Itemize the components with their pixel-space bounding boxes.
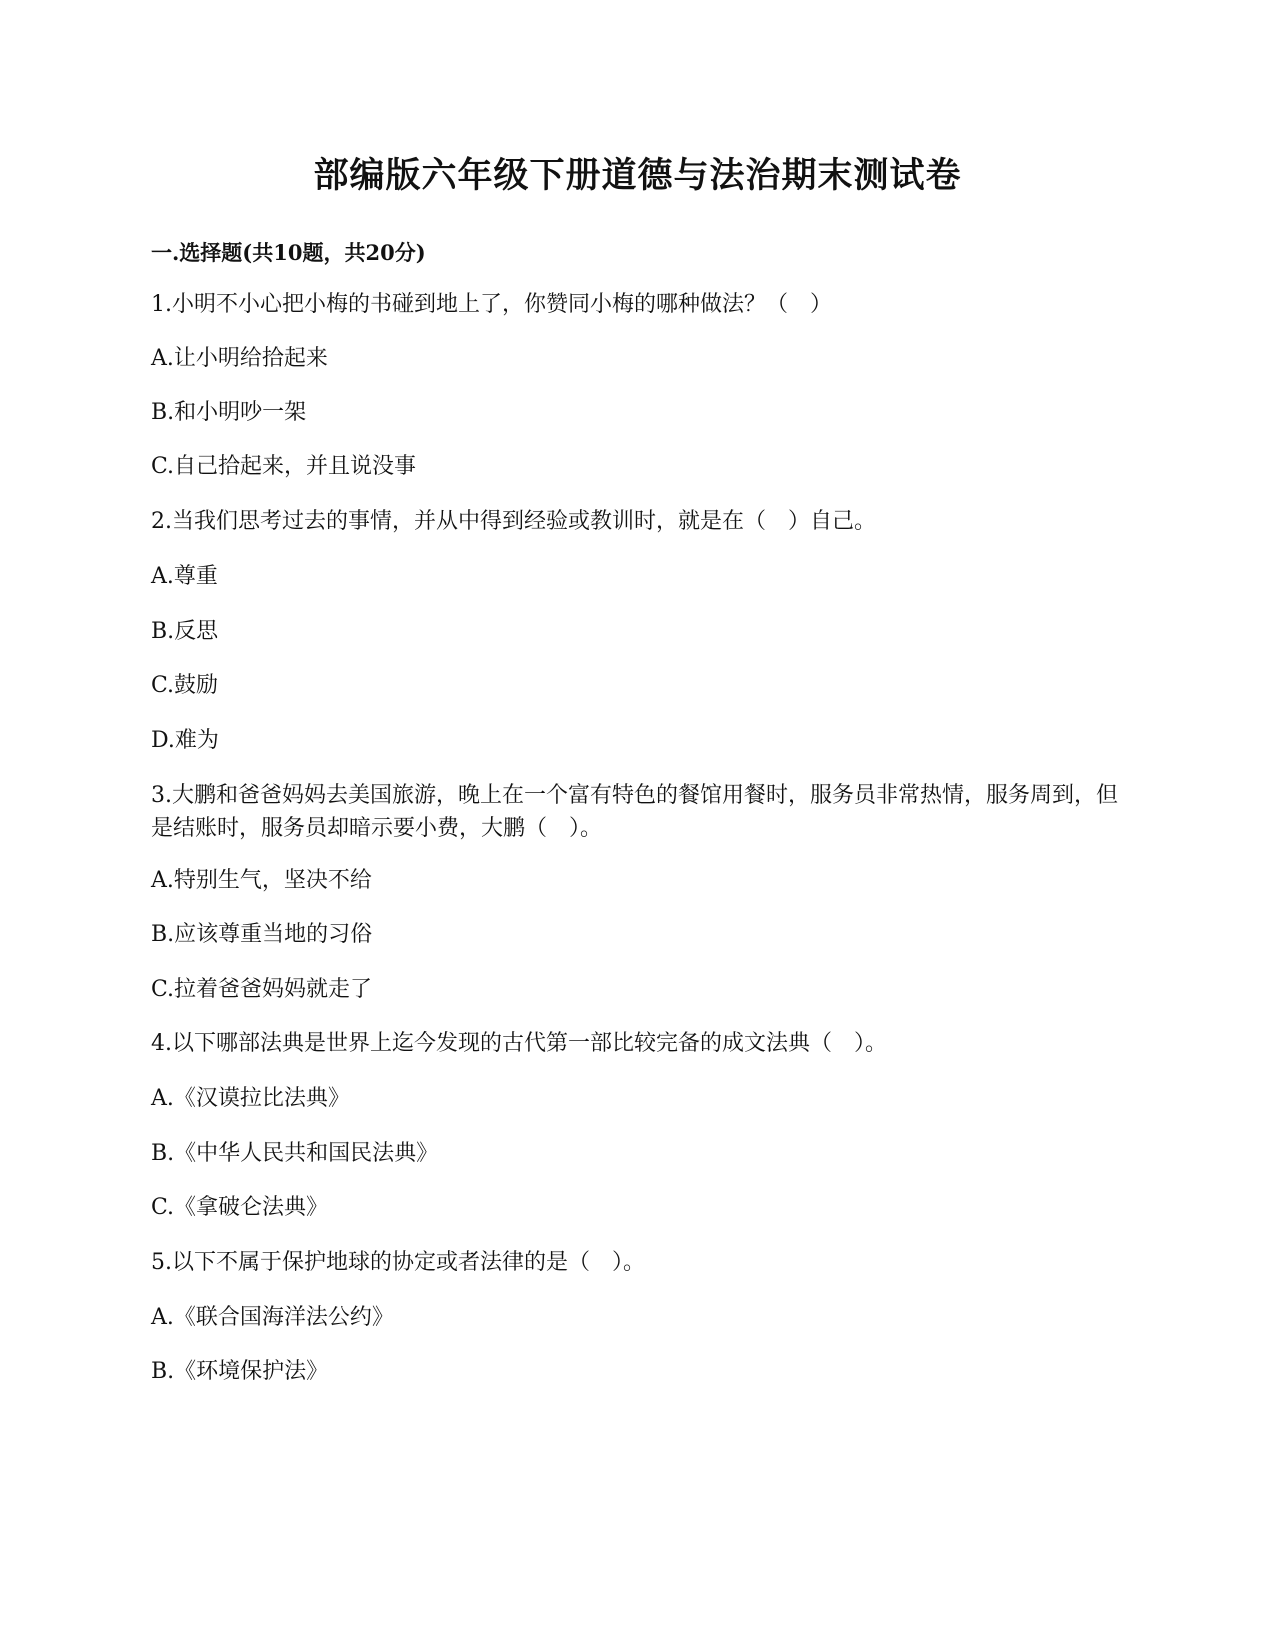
question-4-option-c: C.《拿破仑法典》 bbox=[151, 1195, 329, 1220]
question-2-option-c: C.鼓励 bbox=[151, 673, 219, 698]
question-1-option-c: C.自己拾起来，并且说没事 bbox=[151, 454, 417, 479]
question-1-option-b: B.和小明吵一架 bbox=[151, 400, 307, 425]
question-2-option-d: D.难为 bbox=[151, 728, 219, 753]
question-2-option-a: A.尊重 bbox=[151, 564, 218, 589]
section-heading: 一.选择题(共10题，共20分) bbox=[151, 240, 426, 265]
question-4-stem: 4.以下哪部法典是世界上迄今发现的古代第一部比较完备的成文法典（ ）。 bbox=[151, 1031, 887, 1056]
question-5-stem: 5.以下不属于保护地球的协定或者法律的是（ ）。 bbox=[151, 1250, 645, 1275]
document-title: 部编版六年级下册道德与法治期末测试卷 bbox=[313, 155, 962, 196]
question-1-option-a: A.让小明给拾起来 bbox=[151, 346, 328, 371]
question-3-option-c: C.拉着爸爸妈妈就走了 bbox=[151, 977, 373, 1002]
question-2-stem: 2.当我们思考过去的事情，并从中得到经验或教训时，就是在（ ）自己。 bbox=[151, 509, 876, 534]
question-1-stem: 1.小明不小心把小梅的书碰到地上了，你赞同小梅的哪种做法？（ ） bbox=[151, 292, 832, 317]
question-3-stem: 3.大鹏和爸爸妈妈去美国旅游，晚上在一个富有特色的餐馆用餐时，服务员非常热情，服务周到，但是结账时，服务员却暗示要小费，大鹏（ ）。 bbox=[151, 783, 1118, 841]
question-3-option-b: B.应该尊重当地的习俗 bbox=[151, 922, 373, 947]
question-4-option-a: A.《汉谟拉比法典》 bbox=[151, 1086, 350, 1111]
question-5-option-a: A.《联合国海洋法公约》 bbox=[151, 1305, 394, 1330]
question-3-option-a: A.特别生气，坚决不给 bbox=[151, 868, 372, 893]
question-4-option-b: B.《中华人民共和国民法典》 bbox=[151, 1141, 439, 1166]
question-5-option-b: B.《环境保护法》 bbox=[151, 1359, 329, 1384]
question-2-option-b: B.反思 bbox=[151, 619, 219, 644]
